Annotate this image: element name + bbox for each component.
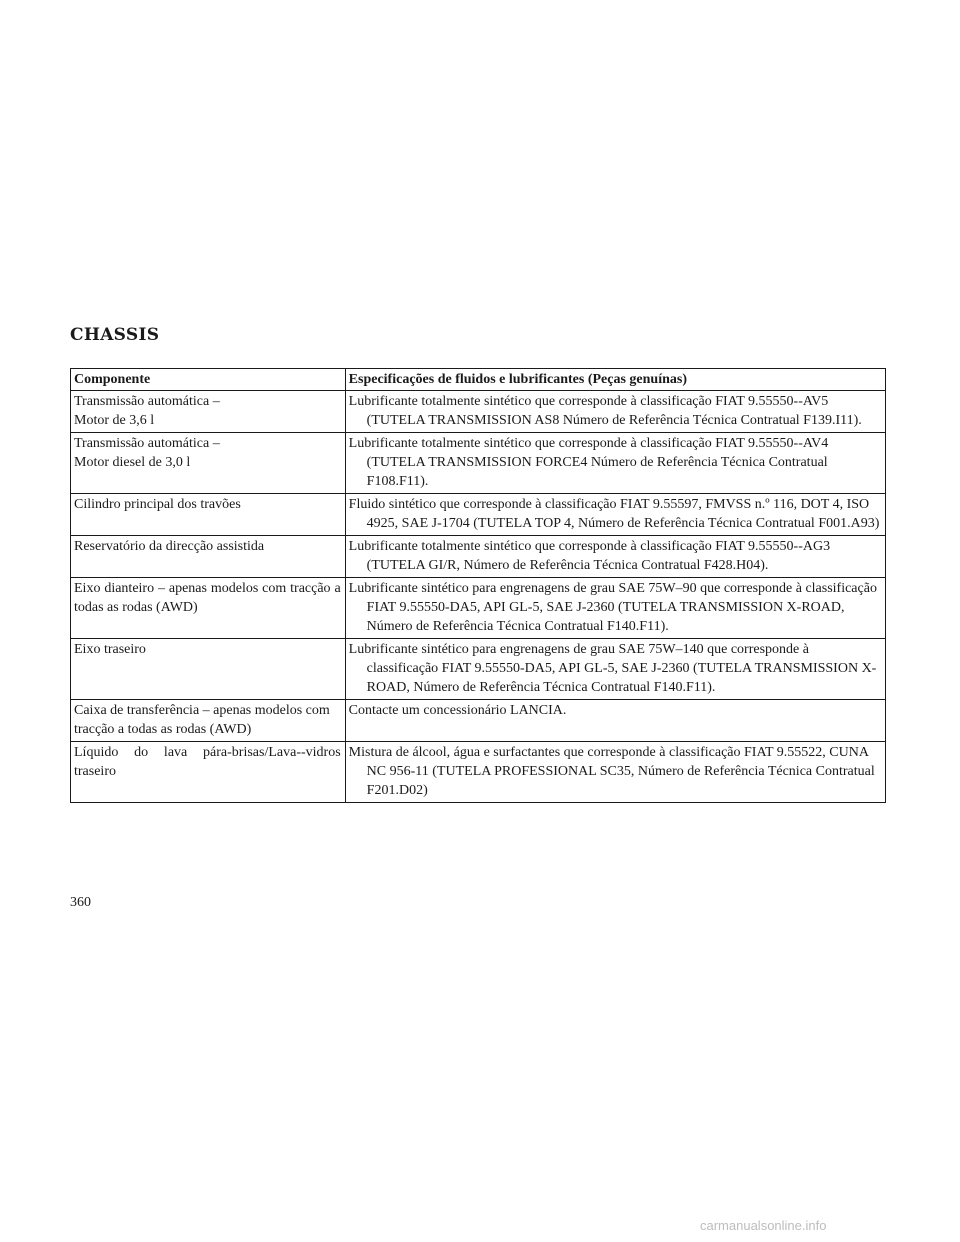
fluids-spec-table [70,368,886,803]
spec-cell [345,391,885,433]
spec-cell [345,578,885,639]
table-row [71,742,886,803]
spec-cell [345,433,885,494]
spec-cell [345,700,885,742]
spec-text: Lubrificante totalmente sintético que corresponde à classificação FIAT 9.55550--AG3 (TUTELA GI/R, Número de Referência Técnica Contratual F428.H04). [348,539,831,573]
component-cell: Cilindro principal dos travões [71,494,346,536]
table-row [71,433,886,494]
watermark: carmanualsonline.info [700,1218,827,1233]
component-cell: Líquido do lava pára-brisas/Lava--vidros traseiro [71,742,346,803]
table-row [71,536,886,578]
spec-text: Lubrificante sintético para engrenagens de grau SAE 75W–140 que corresponde à classificação FIAT 9.55550-DA5, API GL-5, SAE J-2360 (TUTELA TRANSMISSION X-ROAD, Número de Referência Técnica Contratual F140.F11). [348,642,877,695]
spec-cell [345,494,885,536]
column-header-specification: Especificações de fluidos e lubrificantes (Peças genuínas) [345,369,885,391]
component-cell: Reservatório da direcção assistida [71,536,346,578]
component-cell: Transmissão automática – Motor de 3,6 l [71,391,346,433]
spec-text: Lubrificante totalmente sintético que corresponde à classificação FIAT 9.55550--AV4 (TUTELA TRANSMISSION FORCE4 Número de Referência Técnica Contratual F108.F11). [348,436,829,489]
table-row [71,494,886,536]
table-row [71,700,886,742]
component-cell: Eixo traseiro [71,639,346,700]
table-row [71,639,886,700]
spec-text: Lubrificante sintético para engrenagens de grau SAE 75W–90 que corresponde à classificação FIAT 9.55550-DA5, API GL-5, SAE J-2360 (TUTELA TRANSMISSION X-ROAD, Número de Referência Técnica Contratual F140.F11). [348,581,877,634]
component-cell: Eixo dianteiro – apenas modelos com tracção a todas as rodas (AWD) [71,578,346,639]
spec-cell [345,639,885,700]
spec-text: Contacte um concessionário LANCIA. [348,703,567,718]
spec-text: Lubrificante totalmente sintético que corresponde à classificação FIAT 9.55550--AV5 (TUTELA TRANSMISSION AS8 Número de Referência Técnica Contratual F139.I11). [348,394,862,428]
table-row [71,578,886,639]
component-cell: Transmissão automática – Motor diesel de 3,0 l [71,433,346,494]
spec-text: Mistura de álcool, água e surfactantes que corresponde à classificação FIAT 9.55522, CUNA NC 956-11 (TUTELA PROFESSIONAL SC35, Número de Referência Técnica Contratual F201.D02) [348,745,875,798]
section-title: CHASSIS [70,325,160,345]
column-header-component: Componente [71,369,346,391]
spec-text: Fluido sintético que corresponde à classificação FIAT 9.55597, FMVSS n.º 116, DOT 4, ISO 4925, SAE J-1704 (TUTELA TOP 4, Número de Referência Técnica Contratual F001.A93) [348,497,880,531]
spec-cell [345,742,885,803]
table-header-row [71,369,886,391]
component-cell: Caixa de transferência – apenas modelos com tracção a todas as rodas (AWD) [71,700,346,742]
table-row [71,391,886,433]
spec-cell [345,536,885,578]
page-number: 360 [70,895,91,910]
